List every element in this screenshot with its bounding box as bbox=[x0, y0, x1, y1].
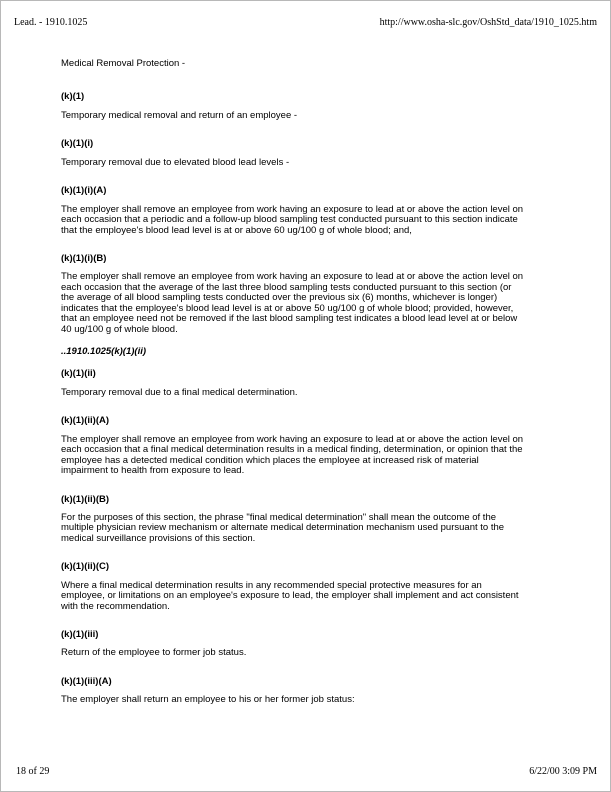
intro-line: Medical Removal Protection - bbox=[61, 58, 186, 69]
section-paragraph: Return of the employee to former job status. bbox=[61, 647, 247, 659]
section-heading: (k)(1)(i)(B) bbox=[61, 252, 107, 264]
page-header bbox=[14, 17, 597, 28]
section-k1iiiA bbox=[61, 677, 527, 706]
section-paragraph: Temporary removal due to elevated blood lead levels - bbox=[61, 156, 290, 168]
section-heading: (k)(1)(ii)(A) bbox=[61, 415, 110, 427]
section-paragraph: The employer shall remove an employee from work having an exposure to lead at or above the action level on each occasion that the average of the last three blood sampling tests conducted pursuant to this section (or the average of all blood sampling tests conducted over the previous six (6) months, whichever is longer) indicates that the employee's blood lead level is at or above 50 ug/100 g of whole blood; provided, however, that an employee need not be removed if the last blood sampling test indicates a blood lead level at or below 40 ug/100 g of whole blood. bbox=[61, 271, 524, 335]
section-k1iiB bbox=[61, 495, 527, 545]
section-heading: (k)(1)(i)(A) bbox=[61, 185, 107, 197]
section-paragraph: Temporary removal due to a final medical determination. bbox=[61, 386, 298, 398]
section-paragraph: For the purposes of this section, the phrase "final medical determination" shall mean the outcome of the multiple physician review mechanism or alternate medical determination mechanism used pursuant to the medical surveillance provisions of this section. bbox=[61, 511, 505, 544]
section-heading: (k)(1)(ii)(C) bbox=[61, 561, 110, 573]
section-heading: (k)(1)(iii)(A) bbox=[61, 675, 112, 687]
section-k1iB bbox=[61, 254, 527, 335]
section-paragraph: Where a final medical determination results in any recommended special protective measures for an employee, or limitations on an employee's exposure to lead, the employer shall implement and act consistent with the recommendation. bbox=[61, 579, 519, 612]
header-url: http://www.osha-slc.gov/OshStd_data/1910_1025.htm bbox=[379, 17, 597, 28]
section-heading: (k)(1) bbox=[61, 91, 85, 103]
section-paragraph: Temporary medical removal and return of an employee - bbox=[61, 109, 298, 121]
section-k1iA bbox=[61, 186, 527, 236]
section-k1iiC bbox=[61, 562, 527, 612]
section-k1ii bbox=[61, 369, 527, 398]
section-k1iii bbox=[61, 630, 527, 659]
section-heading: (k)(1)(iii) bbox=[61, 629, 99, 640]
footer-page-number: 18 of 29 bbox=[16, 766, 50, 777]
section-paragraph: The employer shall return an employee to his or her former job status: bbox=[61, 694, 355, 706]
reference-line: ..1910.1025(k)(1)(ii) bbox=[61, 346, 147, 357]
section-paragraph: The employer shall remove an employee from work having an exposure to lead at or above the action level on each occasion that a periodic and a follow-up blood sampling test conducted pursuant to this section indicate that the employee's blood lead level is at or above 60 ug/100 g of whole blood; and, bbox=[61, 203, 524, 236]
section-heading: (k)(1)(ii)(B) bbox=[61, 493, 110, 505]
page-footer bbox=[16, 766, 597, 777]
section-heading: (k)(1)(ii) bbox=[61, 368, 96, 380]
section-paragraph: The employer shall remove an employee from work having an exposure to lead at or above the action level on each occasion that a final medical determination results in a medical finding, determination, or opinion that the employee has a detected medical condition which places the employee at increased risk of material impairment to health from exposure to lead. bbox=[61, 433, 524, 477]
footer-timestamp: 6/22/00 3:09 PM bbox=[529, 766, 597, 777]
section-k1iiA bbox=[61, 416, 527, 476]
section-k1i bbox=[61, 139, 527, 168]
section-k1 bbox=[61, 92, 527, 121]
section-heading: (k)(1)(i) bbox=[61, 138, 94, 150]
header-doc-title: Lead. - 1910.1025 bbox=[14, 17, 88, 28]
document-body bbox=[61, 59, 527, 724]
